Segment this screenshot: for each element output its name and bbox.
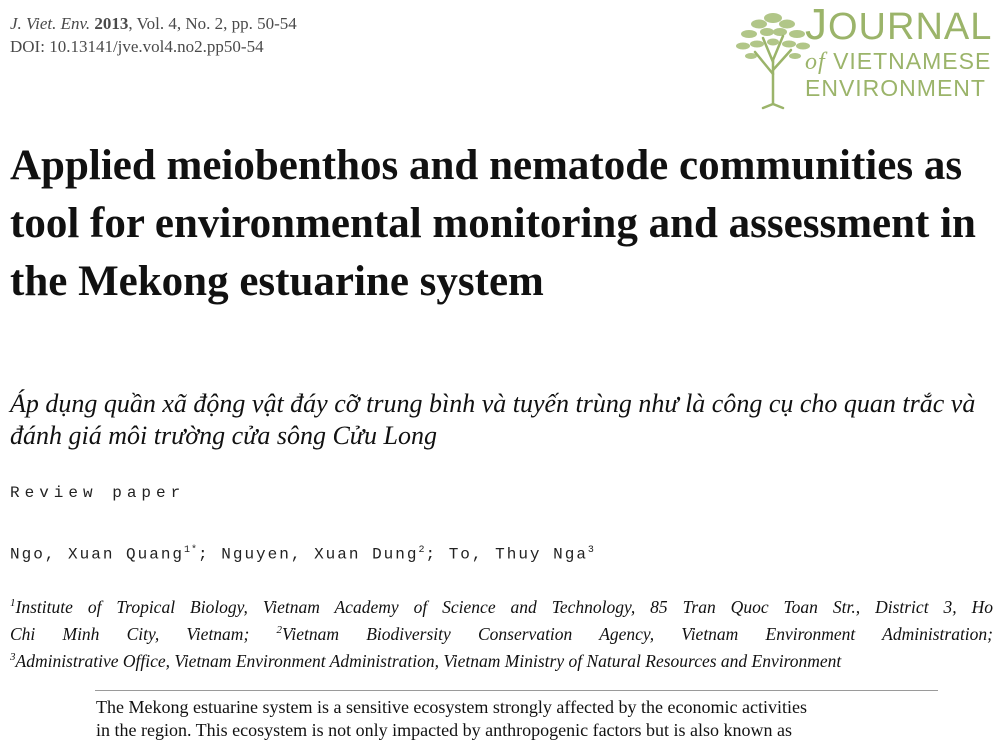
- affil-line: [10, 592, 993, 619]
- paper-title: Applied meiobenthos and nematode communities as tool for environmental monitoring and assessment in the Mekong estuarine system: [10, 142, 976, 305]
- abstract-divider: [95, 690, 938, 691]
- author-separator: ;: [425, 545, 449, 564]
- affil-text: Administrative Office, Vietnam Environment Administration, Vietnam Ministry of Natural Resources and Environment: [15, 650, 842, 671]
- logo-journal: OURNAL: [828, 6, 993, 48]
- logo-initial: J: [805, 0, 828, 49]
- paper-type: Review paper: [10, 484, 186, 502]
- vietnamese-title: Áp dụng quần xã động vật đáy cỡ trung bình và tuyến trùng như là công cụ cho quan trắc và đánh giá môi trường cửa sông Cửu Long: [10, 389, 976, 450]
- affil-mark: 2: [276, 623, 282, 636]
- journal-abbrev: J. Viet. Env.: [10, 14, 91, 33]
- citation-line: [10, 12, 297, 35]
- abstract-line: in the region. This ecosystem is not only impacted by anthropogenic factors but is also known as: [96, 720, 793, 740]
- logo-environment: ENVIRONMENT: [805, 75, 986, 101]
- affil-text: Institute of Tropical Biology, Vietnam Academy of Science and Technology, 85 Tran Quoc Toan Str., District 3, Ho: [15, 596, 993, 617]
- affiliations: [10, 592, 993, 672]
- affil-text: Chi Minh City, Vietnam;: [10, 623, 250, 644]
- citation-year: 2013: [94, 14, 129, 33]
- doi: DOI: 10.13141/jve.vol4.no2.pp50-54: [10, 37, 264, 56]
- logo-vietnamese: VIETNAMESE: [833, 48, 992, 74]
- author-name: Nguyen, Xuan Dung: [221, 545, 419, 564]
- abstract: [96, 696, 938, 742]
- logo-of: of: [805, 49, 826, 75]
- authors-line: [10, 545, 595, 563]
- affil-text: Vietnam Biodiversity Conservation Agency, Vietnam Environment Administration;: [282, 623, 994, 644]
- author-affil-mark: 1*: [184, 545, 199, 556]
- author-affil-mark: 3: [587, 545, 595, 556]
- affil-line: [10, 646, 993, 673]
- affil-line: [10, 619, 993, 646]
- affil-mark: 3: [10, 650, 16, 663]
- journal-logo: [733, 0, 995, 110]
- author-name: To, Thuy Nga: [448, 545, 588, 564]
- logo-wordmark: [805, 0, 993, 101]
- tree-icon: [733, 4, 813, 110]
- author-name: Ngo, Xuan Quang: [10, 545, 185, 564]
- volume-pages: , Vol. 4, No. 2, pp. 50-54: [128, 14, 297, 33]
- author-separator: ;: [198, 545, 222, 564]
- citation-block: [10, 12, 297, 58]
- affil-mark: 1: [10, 597, 16, 609]
- abstract-line: The Mekong estuarine system is a sensitive ecosystem strongly affected by the economic activities: [96, 697, 807, 717]
- author-affil-mark: 2: [418, 545, 426, 556]
